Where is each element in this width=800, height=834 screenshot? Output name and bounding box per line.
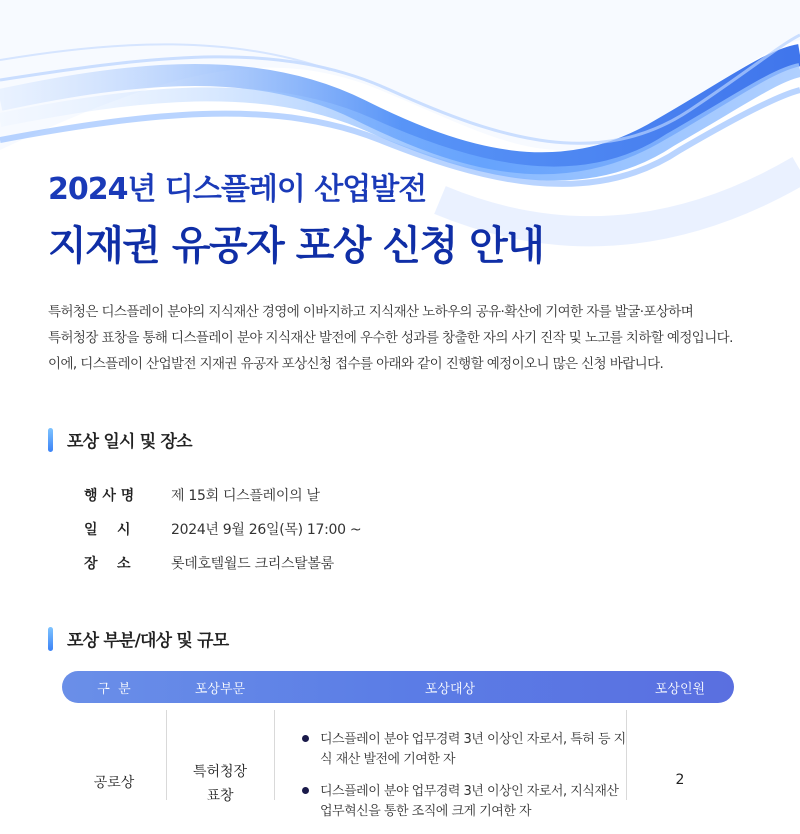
target-list bbox=[302, 730, 632, 834]
title-line2: 지재권 유공자 포상 신청 안내 bbox=[48, 223, 544, 269]
info-value: 제 15회 디스플레이의 날 bbox=[171, 488, 320, 504]
info-label: 행 사 명 bbox=[84, 488, 135, 504]
section2-title: 포상 부분/대상 및 규모 bbox=[67, 631, 229, 651]
info-row-event bbox=[84, 478, 361, 512]
section-bar-icon bbox=[48, 428, 53, 452]
cell-count: 2 bbox=[675, 772, 685, 788]
info-label: 장 소 bbox=[84, 556, 131, 572]
event-info-list bbox=[84, 478, 361, 580]
info-value: 2024년 9월 26일(목) 17:00 ~ bbox=[171, 522, 362, 538]
target-text: 디스플레이 분야 업무경력 3년 이상인 자로서, 특허 등 지식 재산 발전에 기여한 자 bbox=[320, 732, 626, 767]
info-row-date bbox=[84, 512, 361, 546]
table-divider bbox=[274, 710, 275, 800]
title-line1: 2024년 디스플레이 산업발전 bbox=[48, 172, 427, 207]
th-award: 포상부문 bbox=[194, 681, 246, 697]
intro-line-1: 특허청은 디스플레이 분야의 지식재산 경영에 이바지하고 지식재산 노하우의 공유·확산에 기여한 자를 발굴·포상하며 bbox=[48, 304, 694, 320]
info-value: 롯데호텔월드 크리스탈볼룸 bbox=[171, 556, 334, 572]
bullet-icon bbox=[302, 787, 309, 794]
intro-text bbox=[48, 299, 768, 377]
title-block bbox=[48, 164, 543, 271]
th-category: 구 분 bbox=[97, 681, 131, 697]
section2-heading bbox=[48, 626, 228, 651]
list-item bbox=[302, 782, 632, 822]
cell-category: 공로상 bbox=[93, 775, 135, 791]
intro-line-2: 특허청장 표창을 통해 디스플레이 분야 지식재산 발전에 우수한 성과를 창출한 자의 사기 진작 및 노고를 치하할 예정입니다. bbox=[48, 330, 733, 346]
info-label: 일 시 bbox=[84, 522, 131, 538]
cell-award bbox=[166, 760, 274, 808]
intro-line-3: 이에, 디스플레이 산업발전 지재권 유공자 포상신청 접수를 아래와 같이 진행할 예정이오니 많은 신청 바랍니다. bbox=[48, 356, 664, 372]
th-target: 포상대상 bbox=[424, 681, 476, 697]
award-table-header bbox=[62, 671, 734, 703]
target-text: 디스플레이 분야 업무경력 3년 이상인 자로서, 지식재산 업무혁신을 통한 조직에 크게 기여한 자 bbox=[320, 784, 619, 819]
list-item bbox=[302, 730, 632, 770]
th-count: 포상인원 bbox=[654, 681, 706, 697]
section1-title: 포상 일시 및 장소 bbox=[67, 432, 192, 452]
bullet-icon bbox=[302, 735, 309, 742]
section1-heading bbox=[48, 427, 192, 452]
cell-award-line2: 표창 bbox=[206, 788, 234, 804]
award-table-row bbox=[62, 710, 734, 819]
info-row-place bbox=[84, 546, 361, 580]
section-bar-icon bbox=[48, 627, 53, 651]
cell-award-line1: 특허청장 bbox=[192, 764, 248, 780]
